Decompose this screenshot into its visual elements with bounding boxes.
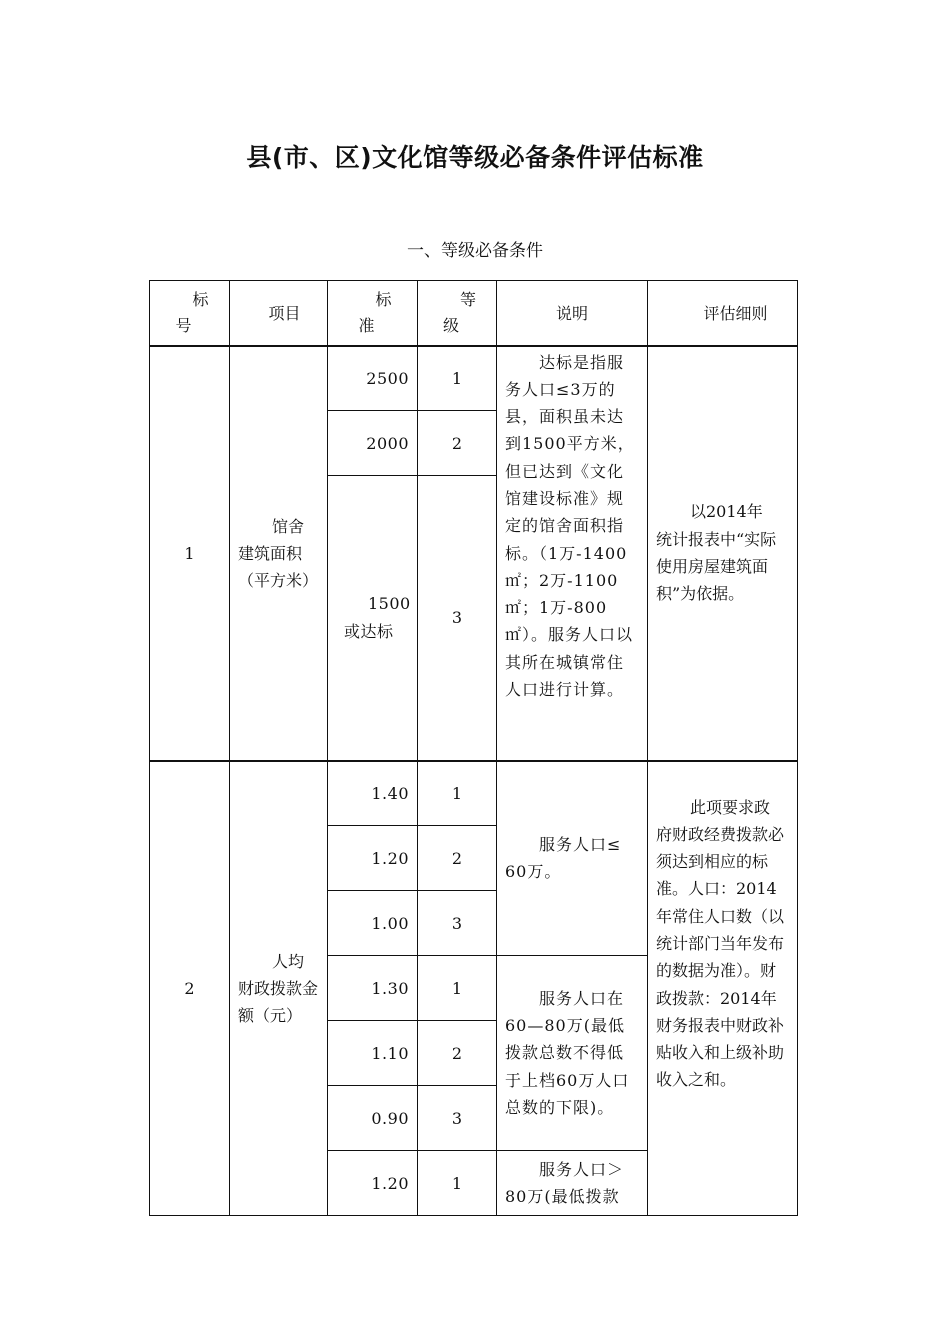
- grade-cell: 1: [418, 1151, 497, 1216]
- grade-cell: 1: [418, 346, 497, 411]
- item-cell: 人均 财政拨款金额（元）: [230, 761, 328, 1216]
- standard-cell: 0.90: [328, 1086, 418, 1151]
- table-header-row: [150, 281, 798, 346]
- header-detail: 评估细则: [648, 281, 798, 346]
- note-cell: 服务人口在 60—80万(最低拨款总数不得低于上档60万人口总数的下限)。: [497, 956, 648, 1151]
- note-cell: 达标是指服 务人口≤3万的县，面积虽未达到1500平方米，但已达到《文化馆建设标准》规定的馆舍面积指标。（1万-1400㎡；2万-1100㎡；1万-800㎡）。服务人口以其所在城镇常住人口进行计算。: [497, 346, 648, 761]
- detail-cell: 此项要求政 府财政经费拨款必须达到相应的标准。人口：2014年常住人口数（以统计部门当年发布的数据为准）。财政拨款：2014年财务报表中财政补贴收入和上级补助收入之和。: [648, 761, 798, 1216]
- grade-cell: 3: [418, 476, 497, 761]
- row-number: 2: [150, 761, 230, 1216]
- note-cell: 服务人口＞ 80万(最低拨款: [497, 1151, 648, 1216]
- header-item: 项目: [230, 281, 328, 346]
- grade-cell: 3: [418, 891, 497, 956]
- item-cell: 馆舍 建筑面积（平方米）: [230, 346, 328, 761]
- grade-cell: 1: [418, 761, 497, 826]
- standard-cell: 2000: [328, 411, 418, 476]
- standard-cell: 1.40: [328, 761, 418, 826]
- grade-cell: 2: [418, 411, 497, 476]
- header-grade: 等 级: [418, 281, 497, 346]
- document-title: 县(市、区)文化馆等级必备条件评估标准: [246, 143, 704, 172]
- grade-cell: 2: [418, 826, 497, 891]
- criteria-table: [149, 280, 798, 1216]
- grade-cell: 2: [418, 1021, 497, 1086]
- standard-cell: 1.30: [328, 956, 418, 1021]
- standard-cell: 2500: [328, 346, 418, 411]
- standard-cell: 1.20: [328, 826, 418, 891]
- header-note: 说明: [497, 281, 648, 346]
- grade-cell: 1: [418, 956, 497, 1021]
- standard-cell: 1.00: [328, 891, 418, 956]
- table-row: [150, 346, 798, 411]
- note-cell: 服务人口≤ 60万。: [497, 761, 648, 956]
- standard-cell: 1500 或达标: [328, 476, 418, 761]
- row-number: 1: [150, 346, 230, 761]
- standard-cell: 1.10: [328, 1021, 418, 1086]
- detail-cell: 以2014年 统计报表中“实际使用房屋建筑面积”为依据。: [648, 346, 798, 761]
- standard-cell: 1.20: [328, 1151, 418, 1216]
- grade-cell: 3: [418, 1086, 497, 1151]
- header-number: 标 号: [150, 281, 230, 346]
- section-heading: 一、等级必备条件: [407, 241, 543, 261]
- table-row: [150, 761, 798, 826]
- header-standard: 标 准: [328, 281, 418, 346]
